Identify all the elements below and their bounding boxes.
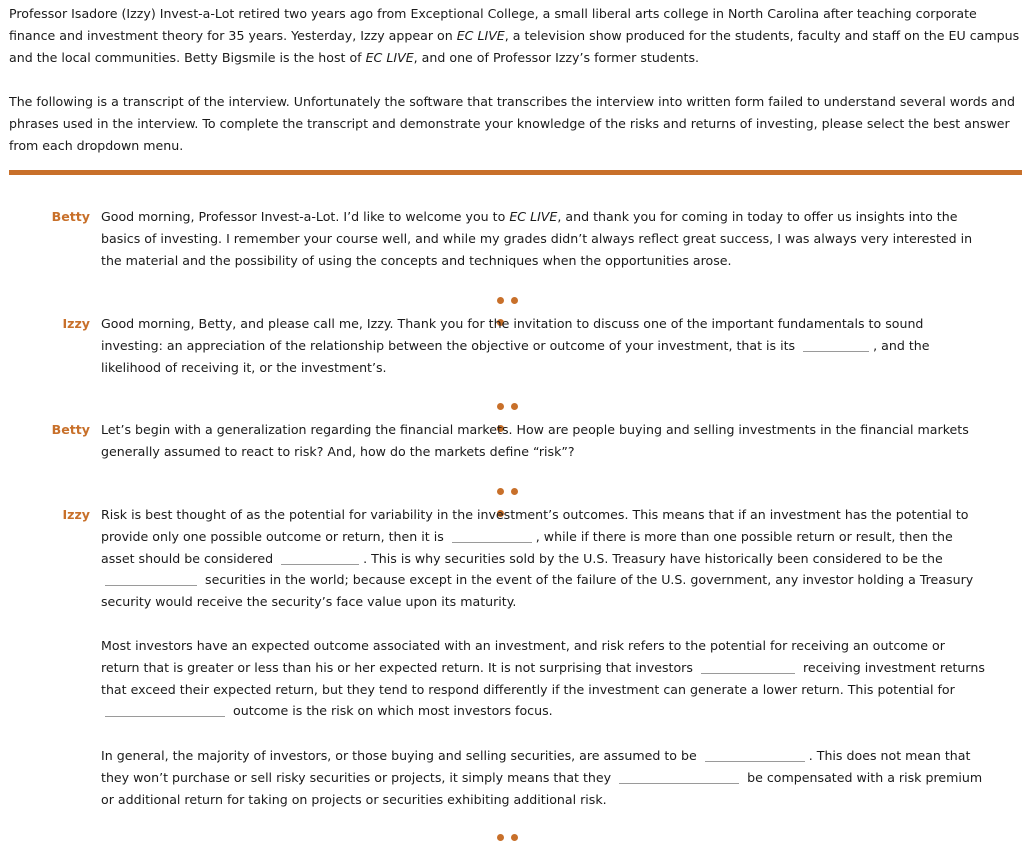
speech-text [101, 504, 987, 613]
answer-dropdown-4[interactable] [105, 571, 197, 586]
answer-dropdown-5[interactable] [701, 659, 795, 674]
ellipsis-separator [497, 826, 537, 834]
show-name: EC LIVE [365, 49, 414, 65]
ellipsis-separator [497, 395, 537, 403]
speaker-label: Betty [51, 422, 90, 437]
show-name: EC LIVE [456, 27, 505, 43]
speaker-label: Izzy [62, 507, 90, 522]
speech-segment: . This does not mean that they won’t purchase or sell risky securities or projects, it simply means that they [101, 748, 971, 785]
speech-segment: receiving investment returns that exceed their expected return, but they tend to respond differently if the investment can generate a lower return. This potential for [101, 659, 985, 697]
intro-paragraph [9, 3, 1021, 68]
answer-dropdown-1[interactable] [803, 337, 869, 352]
answer-dropdown-6[interactable] [105, 702, 225, 717]
speech-segment: Good morning, Betty, and please call me, Izzy. Thank you for the invitation to discuss one of the important fundamentals to sound investing: an appreciation of the relationship between the objective or outcome of your investment, that is its [101, 316, 924, 353]
speech-text [101, 206, 987, 271]
section-divider [9, 170, 1022, 175]
speech-text [101, 635, 987, 722]
speech-segment: be compensated with a risk premium or additional return for taking on projects or securities exhibiting additional risk. [101, 769, 983, 807]
ellipsis-separator [497, 480, 537, 488]
instructions-paragraph: The following is a transcript of the interview. Unfortunately the software that transcribes the interview into written form failed to understand several words and phrases used in the interview. To complete the transcript and demonstrate your knowledge of the risks and returns of investing, please select the best answer from each dropdown menu. [9, 94, 1015, 153]
speech-segment: , and the likelihood of receiving it, or the investment’s. [101, 337, 930, 375]
speech-segment: outcome is the risk on which most investors focus. [233, 703, 553, 719]
speaker-label: Izzy [62, 316, 90, 331]
speech-segment: Good morning, Professor Invest-a-Lot. I’d like to welcome you to [101, 209, 510, 224]
answer-dropdown-8[interactable] [619, 769, 739, 784]
answer-dropdown-2[interactable] [452, 528, 532, 543]
show-name: EC LIVE [509, 209, 558, 224]
speech-segment: Most investors have an expected outcome associated with an investment, and risk refers to the potential for receiving an outcome or return that is greater or less than his or her expected return. It is not surprising that investors [101, 638, 945, 675]
speech-segment: , and thank you for coming in today to offer us insights into the basics of investing. I remember your course well, and while my grades didn’t always reflect great success, I was always very interested in the material and the possibility of using the concepts and techniques when the opportunities arose. [101, 209, 973, 268]
speech-segment: . This is why securities sold by the U.S. Treasury have historically been considered to be the [363, 550, 943, 566]
speech-segment: , while if there is more than one possible return or result, then the asset should be considered [101, 528, 953, 566]
ellipsis-separator [497, 289, 537, 297]
speech-segment: In general, the majority of investors, or those buying and selling securities, are assumed to be [101, 748, 697, 763]
speech-segment: Risk is best thought of as the potential for variability in the investment’s outcomes. This means that if an investment has the potential to provide only one possible outcome or return, then it is [101, 507, 969, 544]
intro-text: , and one of Professor Izzy’s former students. [413, 49, 700, 65]
speaker-label: Betty [51, 209, 90, 224]
speech-text [101, 745, 987, 810]
intro-text: , a television show produced for the students, faculty and staff on the EU campus and the local communities. Betty Bigsmile is the host of [9, 27, 1020, 65]
intro-text: Professor Isadore (Izzy) Invest-a-Lot retired two years ago from Exceptional College, a small liberal arts college in North Carolina after teaching corporate finance and investment theory for 35 years. Yesterday, Izzy appear on [9, 6, 977, 43]
answer-dropdown-7[interactable] [705, 747, 805, 762]
answer-dropdown-3[interactable] [281, 550, 359, 565]
speech-segment: securities in the world; because except in the event of the failure of the U.S. government, any investor holding a Treasury security would receive the security’s face value upon its maturity. [101, 572, 974, 610]
speech-text: Let’s begin with a generalization regarding the financial markets. How are people buying and selling investments in the financial markets generally assumed to react to risk? And, how do the markets define “risk”? [101, 422, 969, 459]
speech-text [101, 313, 987, 378]
